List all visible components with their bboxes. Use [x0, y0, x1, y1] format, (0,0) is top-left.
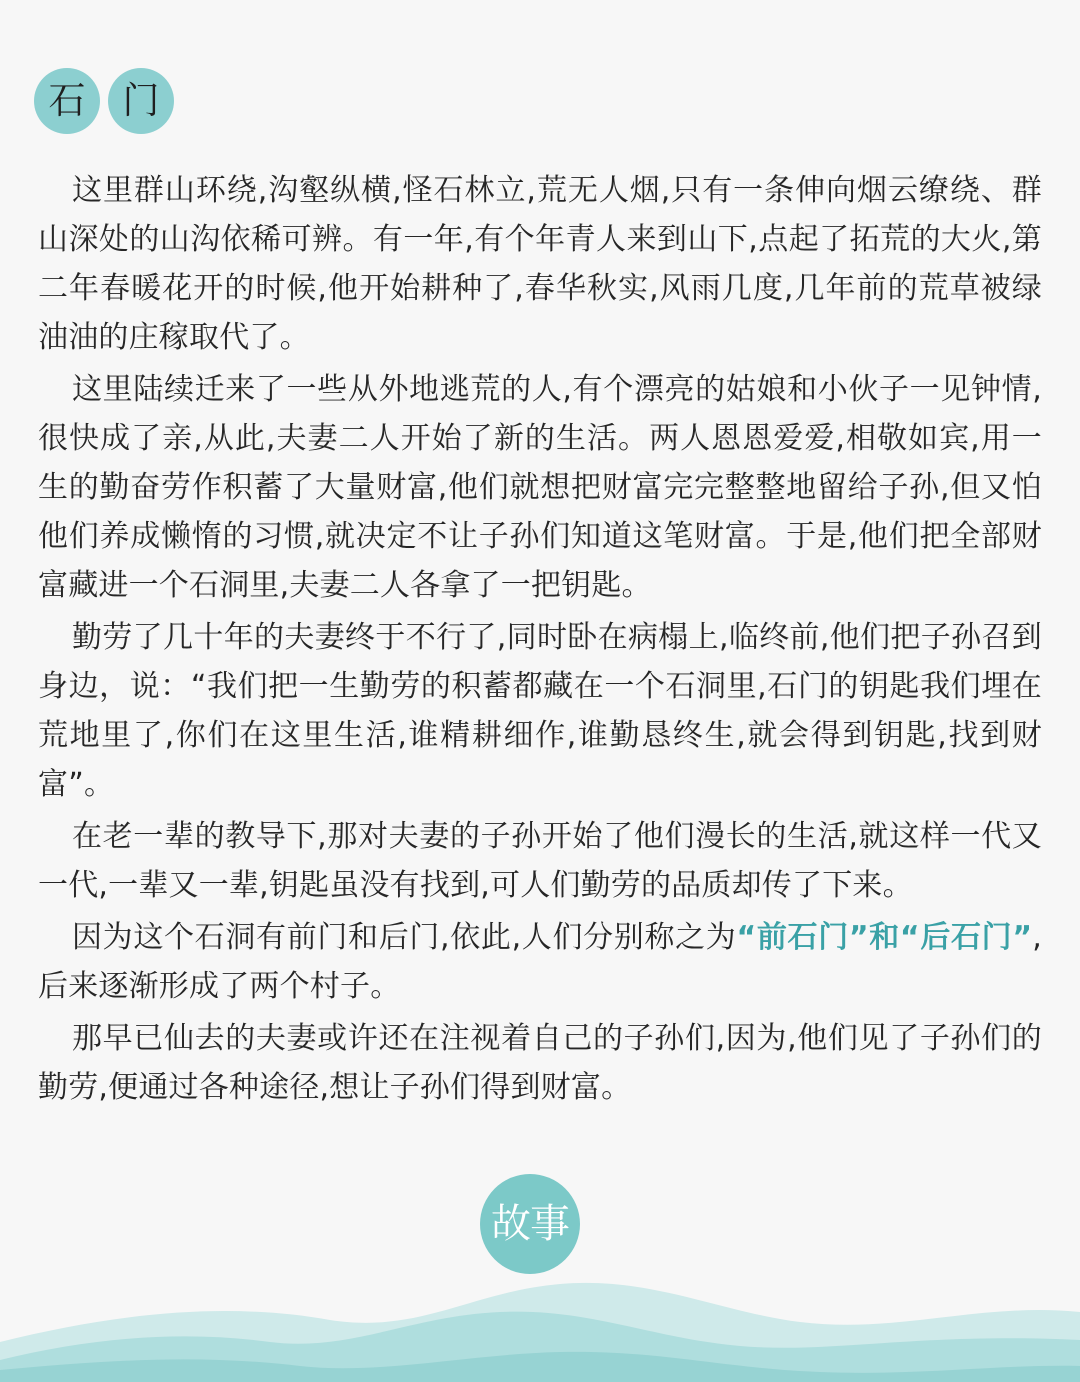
paragraph-1: 这里群山环绕,沟壑纵横,怪石林立,荒无人烟,只有一条伸向烟云缭绕、群山深处的山沟依稀可辨。有一年,有个年青人来到山下,点起了拓荒的大火,第二年春暖花开的时候,他开始耕种了,春华秋实,风雨几度,几年前的荒草被绿油油的庄稼取代了。	[38, 173, 1042, 355]
story-badge: 故事	[480, 1174, 580, 1274]
mountain-decoration	[0, 1242, 1080, 1382]
paragraph-5-text-after: ,后来逐渐形成了两个村子。	[38, 920, 1042, 1004]
paragraph-6: 那早已仙去的夫妻或许还在注视着自己的子孙们,因为,他们见了子孙们的勤劳,便通过各种途径,想让子孙们得到财富。	[38, 1021, 1042, 1105]
village-names-highlight: “前石门”和“后石门”	[736, 920, 1033, 955]
paragraph-3: 勤劳了几十年的夫妻终于不行了,同时卧在病榻上,临终前,他们把子孙召到身边，说：“我们把一生勤劳的积蓄都藏在一个石洞里,石门的钥匙我们埋在荒地里了,你们在这里生活,谁精耕细作,谁勤恳终生,就会得到钥匙,找到财富”。	[38, 620, 1042, 802]
title-char-circle-1: 石	[34, 68, 100, 134]
story-body	[38, 166, 1042, 1115]
paragraph-5	[38, 913, 1042, 1011]
title-char-circle-2: 门	[108, 68, 174, 134]
paragraph-5-text-before: 因为这个石洞有前门和后门,依此,人们分别称之为	[72, 920, 737, 955]
paragraph-2: 这里陆续迁来了一些从外地逃荒的人,有个漂亮的姑娘和小伙子一见钟情,很快成了亲,从此,夫妻二人开始了新的生活。两人恩恩爱爱,相敬如宾,用一生的勤奋劳作积蓄了大量财富,他们就想把财富完完整整地留给子孙,但又怕他们养成懒惰的习惯,就决定不让子孙们知道这笔财富。于是,他们把全部财富藏进一个石洞里,夫妻二人各拿了一把钥匙。	[38, 372, 1042, 603]
paragraph-4: 在老一辈的教导下,那对夫妻的子孙开始了他们漫长的生活,就这样一代又一代,一辈又一辈,钥匙虽没有找到,可人们勤劳的品质却传了下来。	[38, 819, 1042, 903]
